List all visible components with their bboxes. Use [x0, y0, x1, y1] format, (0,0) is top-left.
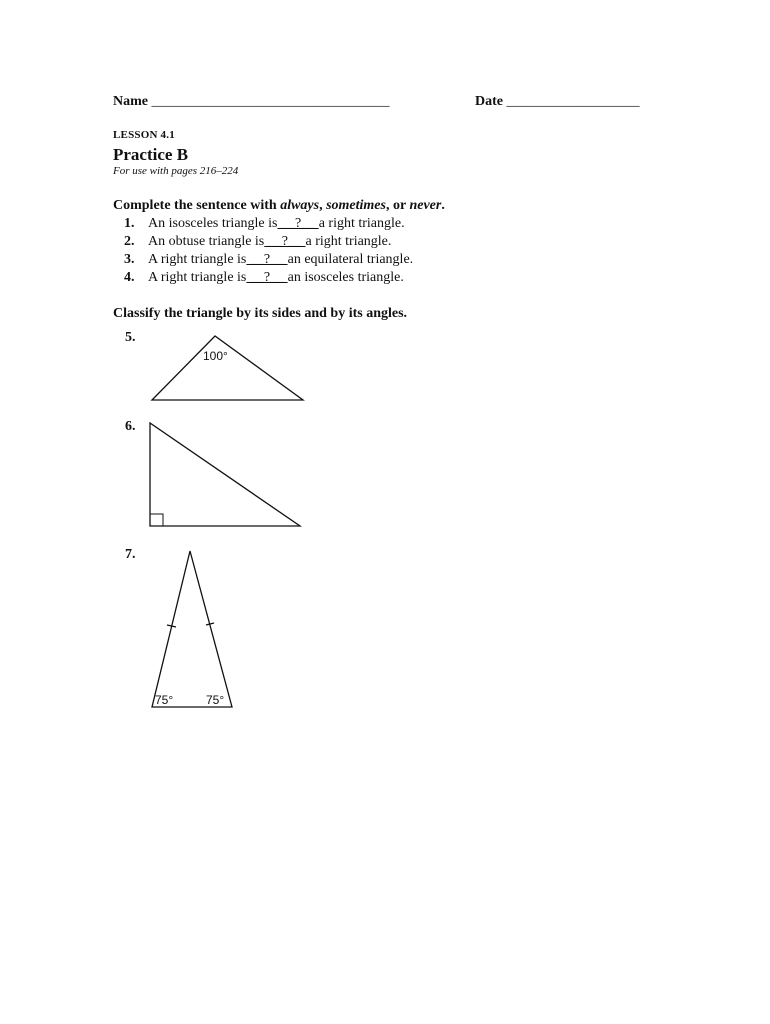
word-always: always	[280, 198, 320, 213]
question-text-after: an equilateral triangle.	[287, 252, 414, 267]
question-text-before: An isosceles triangle is	[148, 216, 278, 231]
lesson-label: LESSON 4.1	[113, 129, 175, 141]
name-label: Name	[113, 94, 148, 109]
triangle-7-shape	[152, 551, 232, 707]
name-line: __________________________________	[151, 94, 390, 109]
question-number: 4.	[124, 270, 135, 285]
section1-instruction	[113, 198, 445, 214]
question-3	[124, 252, 413, 268]
date-line: ___________________	[506, 94, 640, 109]
right-angle-mark	[150, 514, 163, 526]
question-1	[124, 216, 405, 232]
figure-5-number: 5.	[125, 330, 136, 345]
triangle-6-shape	[150, 423, 300, 526]
instruction-text: Complete the sentence with	[113, 198, 281, 213]
angle-label-left: 75°	[155, 693, 174, 707]
answer-blank: __?__	[277, 216, 319, 231]
question-number: 3.	[124, 252, 135, 267]
word-sometimes: sometimes	[326, 198, 386, 213]
triangle-5-shape	[152, 336, 303, 400]
figure-7-number: 7.	[125, 547, 136, 562]
question-text-before: An obtuse triangle is	[148, 234, 265, 249]
question-text-before: A right triangle is	[148, 270, 247, 285]
question-4	[124, 270, 404, 286]
answer-blank: __?__	[246, 252, 288, 267]
instruction-or: , or	[385, 198, 410, 213]
instruction-period: .	[441, 198, 445, 213]
date-field	[475, 94, 640, 110]
question-number: 1.	[124, 216, 135, 231]
figure-6-number: 6.	[125, 419, 136, 434]
name-field	[113, 94, 390, 110]
question-number: 2.	[124, 234, 135, 249]
answer-blank: __?__	[246, 270, 288, 285]
question-text-after: an isosceles triangle.	[287, 270, 404, 285]
question-2	[124, 234, 391, 250]
angle-label-100: 100°	[203, 349, 228, 363]
question-text-before: A right triangle is	[148, 252, 247, 267]
date-label: Date	[475, 94, 503, 109]
section2-instruction: Classify the triangle by its sides and by its angles.	[113, 306, 408, 321]
word-never: never	[409, 198, 442, 213]
page-subtitle: For use with pages 216–224	[113, 165, 239, 177]
question-text-after: a right triangle.	[305, 234, 392, 249]
instruction-comma: ,	[319, 198, 327, 213]
angle-label-right: 75°	[206, 693, 225, 707]
figure-6-right-triangle	[145, 418, 307, 532]
page-title: Practice B	[113, 145, 189, 164]
figure-7-isosceles-triangle	[145, 546, 240, 712]
answer-blank: __?__	[264, 234, 306, 249]
question-text-after: a right triangle.	[318, 216, 405, 231]
figure-5-obtuse-triangle	[145, 330, 310, 406]
